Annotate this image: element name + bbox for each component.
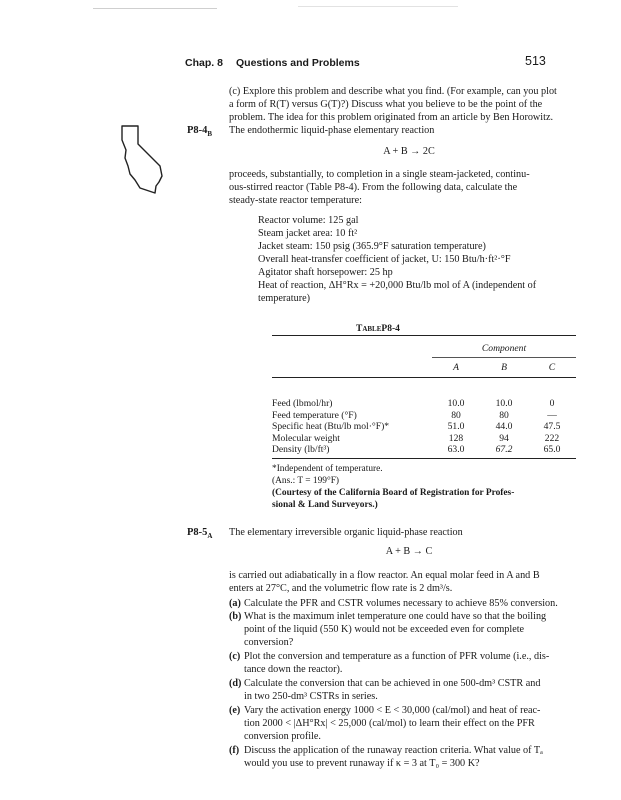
scan-rule-right <box>298 6 458 7</box>
item-tag: (b) <box>229 611 242 622</box>
item-line: Plot the conversion and temperature as a function of PFR volume (i.e., dis- <box>244 651 550 662</box>
cell: 44.0 <box>495 421 513 433</box>
courtesy-line: (Courtesy of the California Board of Registration for Profes- <box>272 487 515 498</box>
california-map-icon <box>118 122 173 197</box>
intro-line: (c) Explore this problem and describe what you find. (For example, can you plot <box>229 86 557 97</box>
component-header: Component <box>481 343 527 354</box>
item-line: conversion? <box>244 637 294 648</box>
courtesy-line: sional & Land Surveyors.) <box>272 499 378 510</box>
running-title: Questions and Problems <box>236 57 360 69</box>
intro-line: a form of R(T) versus G(T)?) Discuss what you believe to be the point of the <box>229 99 543 110</box>
cell: 67.2 <box>495 444 513 456</box>
intro-line: problem. The idea for this problem originated from an article by Ben Horowitz. <box>229 112 554 123</box>
column-header: A <box>453 362 459 374</box>
item-line: What is the maximum inlet temperature one could have so that the boiling <box>244 611 547 622</box>
table-caption <box>356 324 400 334</box>
para-line: is carried out adiabatically in a flow reactor. An equal molar feed in A and B <box>229 570 540 581</box>
p84-first-line: The endothermic liquid-phase elementary reaction <box>229 125 435 136</box>
item-tag: (e) <box>229 705 241 716</box>
data-line: Jacket steam: 150 psig (365.9°F saturation temperature) <box>258 241 486 252</box>
cell: 10.0 <box>495 398 513 409</box>
row-label: Density (lb/ft³) <box>272 444 330 456</box>
cell: 94 <box>499 432 509 444</box>
item-line: would you use to prevent runaway if κ = 3 at T₀ = 300 K? <box>244 758 480 769</box>
item-tag: (a) <box>229 598 241 609</box>
data-line: Reactor volume: 125 gal <box>258 215 359 226</box>
p84-reaction: A + B → 2C <box>383 146 435 157</box>
item-line: Calculate the PFR and CSTR volumes necessary to achieve 85% conversion. <box>244 598 558 609</box>
data-line: Heat of reaction, ΔH°Rx = +20,000 Btu/lb mol of A (independent of <box>258 280 537 291</box>
para-line: ous-stirred reactor (Table P8-4). From the following data, calculate the <box>229 182 518 193</box>
item-tag: (c) <box>229 651 241 662</box>
table-caption-prefix: Table <box>356 324 382 334</box>
table-row <box>272 421 576 433</box>
cell: 222 <box>544 432 560 444</box>
difficulty-subscript: B <box>207 130 213 139</box>
problem-label-p8-4 <box>187 125 212 138</box>
page-number: 513 <box>525 54 546 68</box>
cell: 0 <box>549 398 555 409</box>
item-line: tance down the reactor). <box>244 664 343 675</box>
p84-intro <box>229 85 589 124</box>
table-row <box>272 398 576 410</box>
cell: 80 <box>499 409 509 421</box>
data-line: Agitator shaft horsepower: 25 hp <box>258 267 393 278</box>
row-label: Feed temperature (°F) <box>272 409 357 421</box>
item-line: in two 250-dm³ CSTRs in series. <box>244 691 378 702</box>
table-courtesy <box>272 487 576 511</box>
cell: 80 <box>451 409 461 421</box>
table-footnote: *Independent of temperature. <box>272 463 383 474</box>
data-line: Steam jacket area: 10 ft² <box>258 228 358 239</box>
cell: 128 <box>448 432 464 444</box>
column-header: B <box>501 362 507 374</box>
difficulty-subscript: A <box>207 532 213 541</box>
row-label: Molecular weight <box>272 432 340 444</box>
problem-number: P8-4 <box>187 125 208 136</box>
table-caption-id: P8-4 <box>381 324 400 334</box>
item-line: tion 2000 < |ΔH°Rx| < 25,000 (cal/mol) to learn their effect on the PFR <box>244 718 535 729</box>
cell: 63.0 <box>447 444 465 456</box>
table-row <box>272 433 576 445</box>
p84-paragraph <box>229 168 589 207</box>
p85-reaction: A + B → C <box>385 546 433 557</box>
table-row <box>272 410 576 422</box>
data-line: temperature) <box>258 293 311 304</box>
data-table <box>272 335 576 511</box>
problem-number: P8-5 <box>187 527 208 538</box>
item-line: conversion profile. <box>244 731 321 742</box>
problem-label-p8-5 <box>187 527 212 540</box>
item-tag: (d) <box>229 678 242 689</box>
scan-rule-left <box>93 8 217 9</box>
item-line: Vary the activation energy 1000 < E < 30,000 (cal/mol) and heat of reac- <box>244 705 541 716</box>
para-line: enters at 27°C, and the volumetric flow rate is 2 dm³/s. <box>229 583 453 594</box>
data-line: Overall heat-transfer coefficient of jacket, U: 150 Btu/h·ft²·°F <box>258 254 511 265</box>
cell: 10.0 <box>447 398 465 409</box>
p84-data-list <box>258 214 588 305</box>
table-row <box>272 444 576 456</box>
item-line: point of the liquid (550 K) would not be exceeded even for complete <box>244 624 525 635</box>
row-label: Feed (lbmol/hr) <box>272 398 333 409</box>
row-label: Specific heat (Btu/lb mol·°F)* <box>272 421 390 433</box>
item-line: Discuss the application of the runaway reaction criteria. What value of Tₐ <box>244 745 543 756</box>
p85-first-line: The elementary irreversible organic liquid-phase reaction <box>229 527 463 538</box>
cell: 65.0 <box>543 444 561 456</box>
para-line: steady-state reactor temperature: <box>229 195 362 206</box>
table-answer: (Ans.: T = 199°F) <box>272 475 340 486</box>
cell: 51.0 <box>447 421 465 433</box>
column-header-row <box>272 361 576 375</box>
chapter-label: Chap. 8 <box>185 57 223 69</box>
cell: 47.5 <box>543 421 561 433</box>
item-line: Calculate the conversion that can be achieved in one 500-dm³ CSTR and <box>244 678 541 689</box>
cell: — <box>547 409 557 421</box>
para-line: proceeds, substantially, to completion in a single steam-jacketed, continu- <box>229 169 530 180</box>
column-header: C <box>548 362 556 374</box>
item-tag: (f) <box>229 745 240 756</box>
p85-paragraph <box>229 569 589 595</box>
